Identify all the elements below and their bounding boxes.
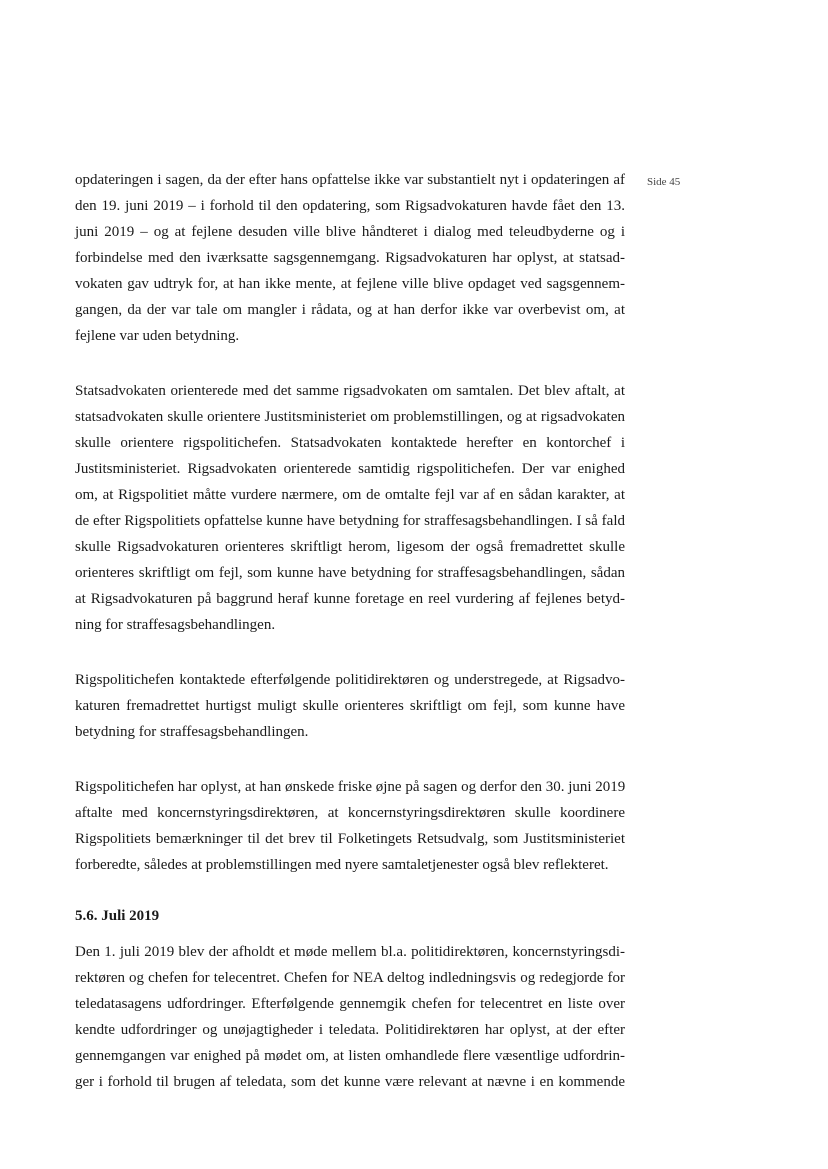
text-line: Rigspolitichefen har oplyst, at han ønskede friske øjne på sagen og derfor den 30. juni 2019 bbox=[75, 779, 626, 795]
text-line: gangen, da der var tale om mangler i rådata, og at han derfor ikke var overbevist om, at bbox=[75, 302, 625, 318]
text-line: fejlene var uden betydning. bbox=[75, 328, 240, 344]
text-line: Rigspolitiets bemærkninger til det brev til Folketingets Retsudvalg, som Justitsministeriet bbox=[75, 831, 625, 847]
text-line: at Rigsadvokaturen på baggrund heraf kunne foretage en reel vurdering af fejlenes betyd- bbox=[75, 591, 625, 607]
text-line: om, at Rigspolitiet måtte vurdere nærmere, om de omtalte fejl var af en sådan karakter, at bbox=[75, 487, 625, 503]
text-line: Den 1. juli 2019 blev der afholdt et møde mellem bl.a. politidirektøren, koncernstyringsdi- bbox=[75, 944, 625, 960]
text-line: statsadvokaten skulle orientere Justitsministeriet om problemstillingen, og at rigsadvokaten bbox=[75, 409, 625, 425]
text-line: de efter Rigspolitiets opfattelse kunne have betydning for straffesagsbehandlingen. I så fald bbox=[75, 513, 625, 529]
text-line: gennemgangen var enighed på mødet om, at listen omhandlede flere væsentlige udfordrin- bbox=[75, 1048, 625, 1064]
text-line: Rigspolitichefen kontaktede efterfølgende politidirektøren og understregede, at Rigsadvo- bbox=[75, 672, 625, 688]
text-line: ger i forhold til brugen af teledata, som det kunne være relevant at nævne i en kommende bbox=[75, 1074, 625, 1090]
text-line: aftalte med koncernstyringsdirektøren, at koncernstyringsdirektøren skulle koordinere bbox=[75, 805, 625, 821]
text-line: ning for straffesagsbehandlingen. bbox=[75, 617, 276, 633]
page-number-label: Side 45 bbox=[647, 176, 681, 188]
text-line: Statsadvokaten orienterede med det samme rigsadvokaten om samtalen. Det blev aftalt, at bbox=[75, 383, 625, 399]
text-line: juni 2019 – og at fejlene desuden ville blive håndteret i dialog med teleudbyderne og i bbox=[75, 224, 625, 240]
text-line: forbindelse med den iværksatte sagsgennemgang. Rigsadvokaturen har oplyst, at statsad- bbox=[75, 250, 625, 266]
section-heading: 5.6. Juli 2019 bbox=[75, 908, 160, 924]
text-line: den 19. juni 2019 – i forhold til den opdatering, som Rigsadvokaturen havde fået den 13. bbox=[75, 198, 625, 214]
text-line: katuren fremadrettet hurtigst muligt skulle orienteres skriftligt om fejl, som kunne have bbox=[75, 698, 625, 714]
text-line: forberedte, således at problemstillingen med nyere samtaletjenester også blev reflekteret. bbox=[75, 857, 609, 873]
text-line: opdateringen i sagen, da der efter hans opfattelse ikke var substantielt nyt i opdateringen af bbox=[75, 172, 625, 188]
text-line: teledatasagens udfordringer. Efterfølgende gennemgik chefen for telecentret en liste over bbox=[75, 996, 625, 1012]
text-line: betydning for straffesagsbehandlingen. bbox=[75, 724, 309, 740]
text-line: kendte udfordringer og unøjagtigheder i teledata. Politidirektøren har oplyst, at der efter bbox=[75, 1022, 625, 1038]
text-line: vokaten gav udtryk for, at han ikke mente, at fejlene ville blive opdaget ved sagsgennem- bbox=[75, 276, 625, 292]
text-line: skulle Rigsadvokaturen orienteres skriftligt herom, ligesom der også fremadrettet skulle bbox=[75, 539, 625, 555]
text-line: Justitsministeriet. Rigsadvokaten orienterede samtidig rigspolitichefen. Der var enighed bbox=[75, 461, 625, 477]
text-line: orienteres skriftligt om fejl, som kunne have betydning for straffesagsbehandlingen, sådan bbox=[75, 565, 625, 581]
text-line: rektøren og chefen for telecentret. Chefen for NEA deltog indledningsvis og redegjorde for bbox=[75, 970, 625, 986]
text-line: skulle orientere rigspolitichefen. Statsadvokaten kontaktede herefter en kontorchef i bbox=[75, 435, 625, 451]
